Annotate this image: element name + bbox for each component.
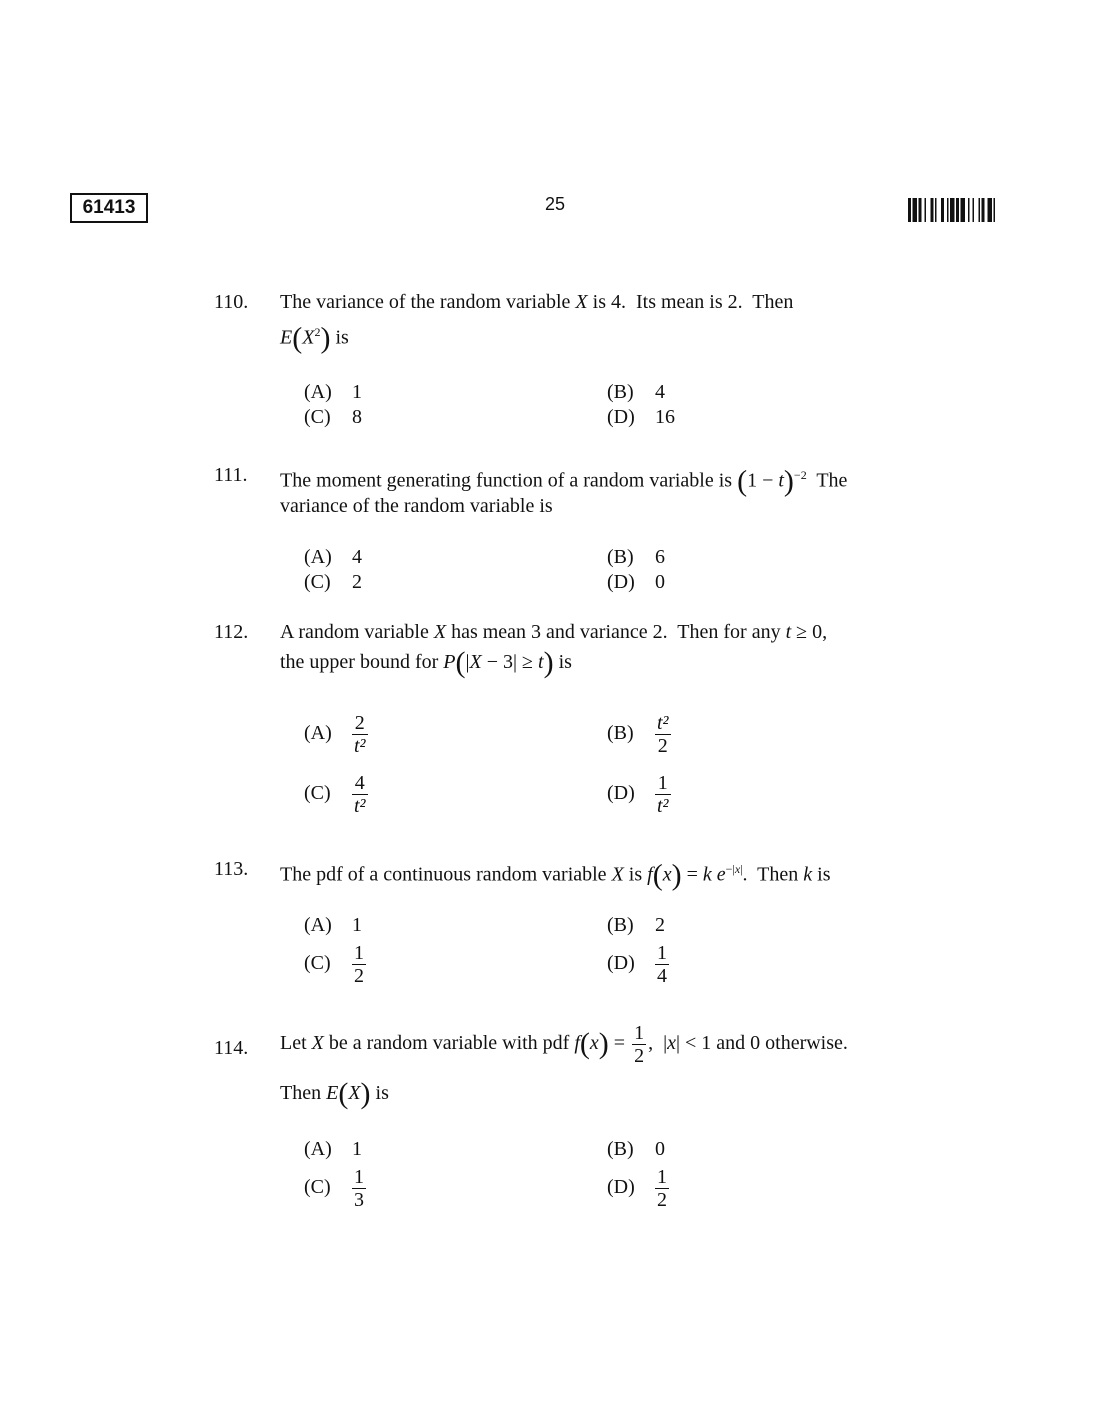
barcode-bar bbox=[979, 198, 981, 222]
question-text: The pdf of a continuous random variable X is f(x) = k $e^{-|x|}$. Then k is bbox=[280, 858, 831, 892]
fraction: $\frac{1}{3}$ bbox=[354, 1166, 364, 1211]
option-a[interactable]: (A) 4 bbox=[304, 546, 362, 568]
option-a[interactable]: (A) 1 bbox=[304, 1138, 362, 1160]
fraction: $\frac{1}{\text{t²}}$ bbox=[657, 772, 669, 817]
barcode-bar bbox=[919, 198, 922, 222]
option-a[interactable]: (A) 1 bbox=[304, 381, 362, 403]
barcode-bar bbox=[950, 198, 955, 222]
option-c[interactable]: (C) $\frac{4}{\text{t²}}$ bbox=[304, 772, 366, 817]
barcode-bar bbox=[935, 198, 937, 222]
barcode-bar bbox=[961, 198, 966, 222]
question-text: The moment generating function of a random variable is $(1 - t)^{-2}$ The bbox=[280, 464, 848, 498]
question-number: 111. bbox=[214, 464, 248, 486]
barcode-icon bbox=[908, 198, 1040, 222]
barcode-bar bbox=[973, 198, 975, 222]
question-text: Let X be a random variable with pdf f(x) = $\frac{1}{2}$ , |x| < 1 and 0 otherwise. bbox=[280, 1022, 848, 1067]
option-a[interactable]: (A) 1 bbox=[304, 914, 362, 936]
question-number: 110. bbox=[214, 291, 249, 313]
barcode-bar bbox=[925, 198, 927, 222]
option-c[interactable]: (C) 8 bbox=[304, 406, 362, 428]
option-d[interactable]: (D) $\frac{1}{4}$ bbox=[607, 942, 667, 987]
fraction: $\frac{\text{t²}}{2}$ bbox=[657, 712, 669, 757]
barcode-bar bbox=[956, 198, 959, 222]
paper-code: 61413 bbox=[70, 193, 148, 223]
option-c[interactable]: (C) 2 bbox=[304, 571, 362, 593]
question-text: Then E(X) is bbox=[280, 1077, 389, 1110]
question-text: the upper bound for P(|X − 3| ≥ t) is bbox=[280, 646, 572, 679]
option-b[interactable]: (B) 6 bbox=[607, 546, 665, 568]
barcode-bar bbox=[968, 198, 970, 222]
option-d[interactable]: (D) 0 bbox=[607, 571, 665, 593]
page-number: 25 bbox=[544, 194, 566, 214]
fraction: $\frac{2}{\text{t²}}$ bbox=[354, 712, 366, 757]
fraction: $\frac{1}{2}$ bbox=[657, 1166, 667, 1211]
option-d[interactable]: (D) 16 bbox=[607, 406, 675, 428]
option-c[interactable]: (C) $\frac{1}{3}$ bbox=[304, 1166, 364, 1211]
barcode-bar bbox=[988, 198, 993, 222]
option-b[interactable]: (B) 0 bbox=[607, 1138, 665, 1160]
barcode-bar bbox=[994, 198, 996, 222]
option-a[interactable]: (A) $\frac{2}{\text{t²}}$ bbox=[304, 712, 366, 757]
barcode-bar bbox=[931, 198, 934, 222]
question-text: variance of the random variable is bbox=[280, 495, 553, 517]
option-b[interactable]: (B) 4 bbox=[607, 381, 665, 403]
option-d[interactable]: (D) $\frac{1}{2}$ bbox=[607, 1166, 667, 1211]
question-number: 112. bbox=[214, 621, 249, 643]
question-text: $E(X^2)$ is bbox=[280, 321, 349, 355]
question-text: The variance of the random variable X is 4. Its mean is 2. Then bbox=[280, 291, 794, 313]
option-b[interactable]: (B) 2 bbox=[607, 914, 665, 936]
barcode-bar bbox=[947, 198, 949, 222]
question-text: A random variable X has mean 3 and variance 2. Then for any t ≥ 0, bbox=[280, 621, 828, 643]
option-b[interactable]: (B) $\frac{\text{t²}}{2}$ bbox=[607, 712, 669, 757]
question-number: 114. bbox=[214, 1037, 249, 1059]
option-c[interactable]: (C) $\frac{1}{2}$ bbox=[304, 942, 364, 987]
fraction: $\frac{4}{\text{t²}}$ bbox=[354, 772, 366, 817]
question-number: 113. bbox=[214, 858, 249, 880]
option-d[interactable]: (D) $\frac{1}{\text{t²}}$ bbox=[607, 772, 669, 817]
barcode-bar bbox=[913, 198, 918, 222]
barcode-bar bbox=[982, 198, 985, 222]
fraction: $\frac{1}{2}$ bbox=[354, 942, 364, 987]
fraction: $\frac{1}{4}$ bbox=[657, 942, 667, 987]
barcode-bar bbox=[941, 198, 944, 222]
barcode-bar bbox=[908, 198, 911, 222]
